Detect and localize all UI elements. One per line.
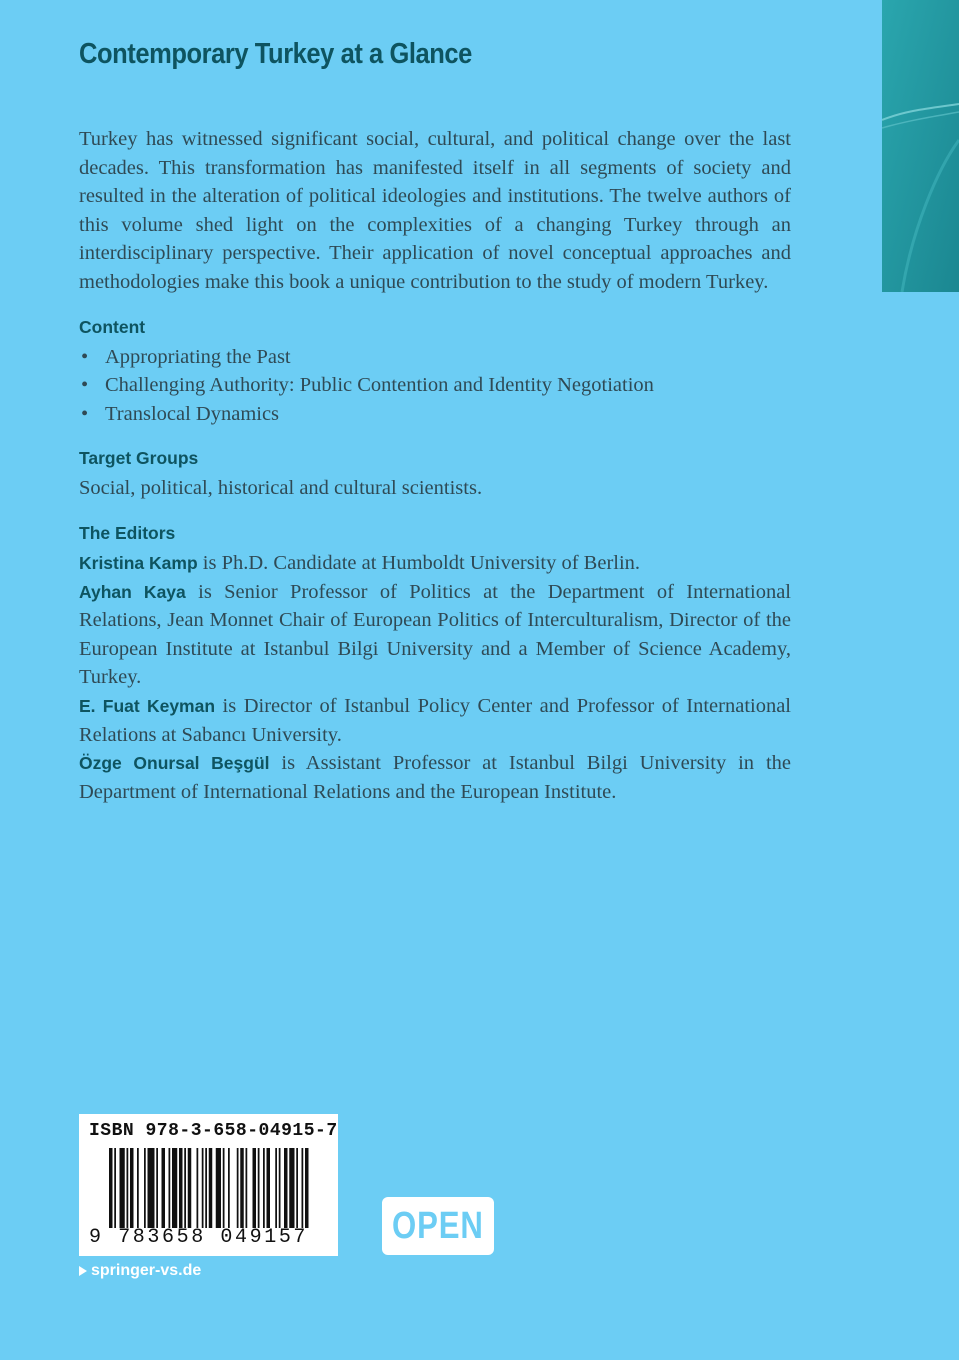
editor-name: Kristina Kamp (79, 552, 198, 573)
page-title: Contemporary Turkey at a Glance (79, 38, 472, 70)
arrow-right-icon (79, 1266, 87, 1276)
intro-paragraph: Turkey has witnessed significant social, cultural, and political change over the last decades. This transformation has manifested itself in all segments of society and resulted in the alteration of political ideologies and institutions. The twelve authors of this volume shed light on the complexities of a changing Turkey through an interdisciplinary perspective. Their application of novel conceptual approaches and methodologies make this book a unique contribution to the study of modern Turkey. (79, 128, 791, 293)
editors-heading: The Editors (79, 522, 176, 543)
target-groups-text: Social, political, historical and cultural scientists. (79, 477, 483, 500)
target-groups-heading: Target Groups (79, 448, 199, 469)
isbn-barcode (79, 1114, 338, 1256)
editor-name: Özge Onursal Beşgül (79, 753, 270, 774)
content-heading: Content (79, 316, 146, 337)
editor-name: E. Fuat Keyman (79, 695, 216, 716)
bullet-icon: • (81, 345, 89, 368)
editor-entry: E. Fuat Keyman is Director of Istanbul Policy Center and Professor of International Relations at Sabancı University. (79, 694, 792, 746)
editor-entry: Özge Onursal Beşgül is Assistant Professor at Istanbul Bilgi University in the Department of International Relations and the European Institute. (79, 752, 791, 803)
isbn-label: ISBN 978-3-658-04915-7 (89, 1121, 338, 1141)
editor-entry: Ayhan Kaya is Senior Professor of Politics at the Department of International Relations, Jean Monnet Chair of European Politics of Interculturalism, Director of the European Institute at Istanbul Bilgi University and a Member of Science Academy, Turkey. (79, 580, 791, 689)
website-link[interactable]: springer-vs.de (79, 1262, 201, 1280)
barcode-digits: 9 783658 049157 (89, 1226, 309, 1249)
editor-name: Ayhan Kaya (79, 581, 186, 602)
bullet-icon: • (81, 402, 89, 425)
bullet-icon: • (81, 374, 89, 397)
editor-entry: Kristina Kamp is Ph.D. Candidate at Humboldt University of Berlin. (79, 551, 641, 574)
main-content (79, 125, 791, 806)
list-item: • Appropriating the Past (79, 343, 791, 372)
list-item: • Challenging Authority: Public Contention and Identity Negotiation (79, 371, 791, 400)
content-list (79, 343, 791, 429)
open-access-badge: OPEN (382, 1197, 494, 1255)
list-item: • Translocal Dynamics (79, 400, 791, 429)
corner-decoration (882, 0, 959, 292)
